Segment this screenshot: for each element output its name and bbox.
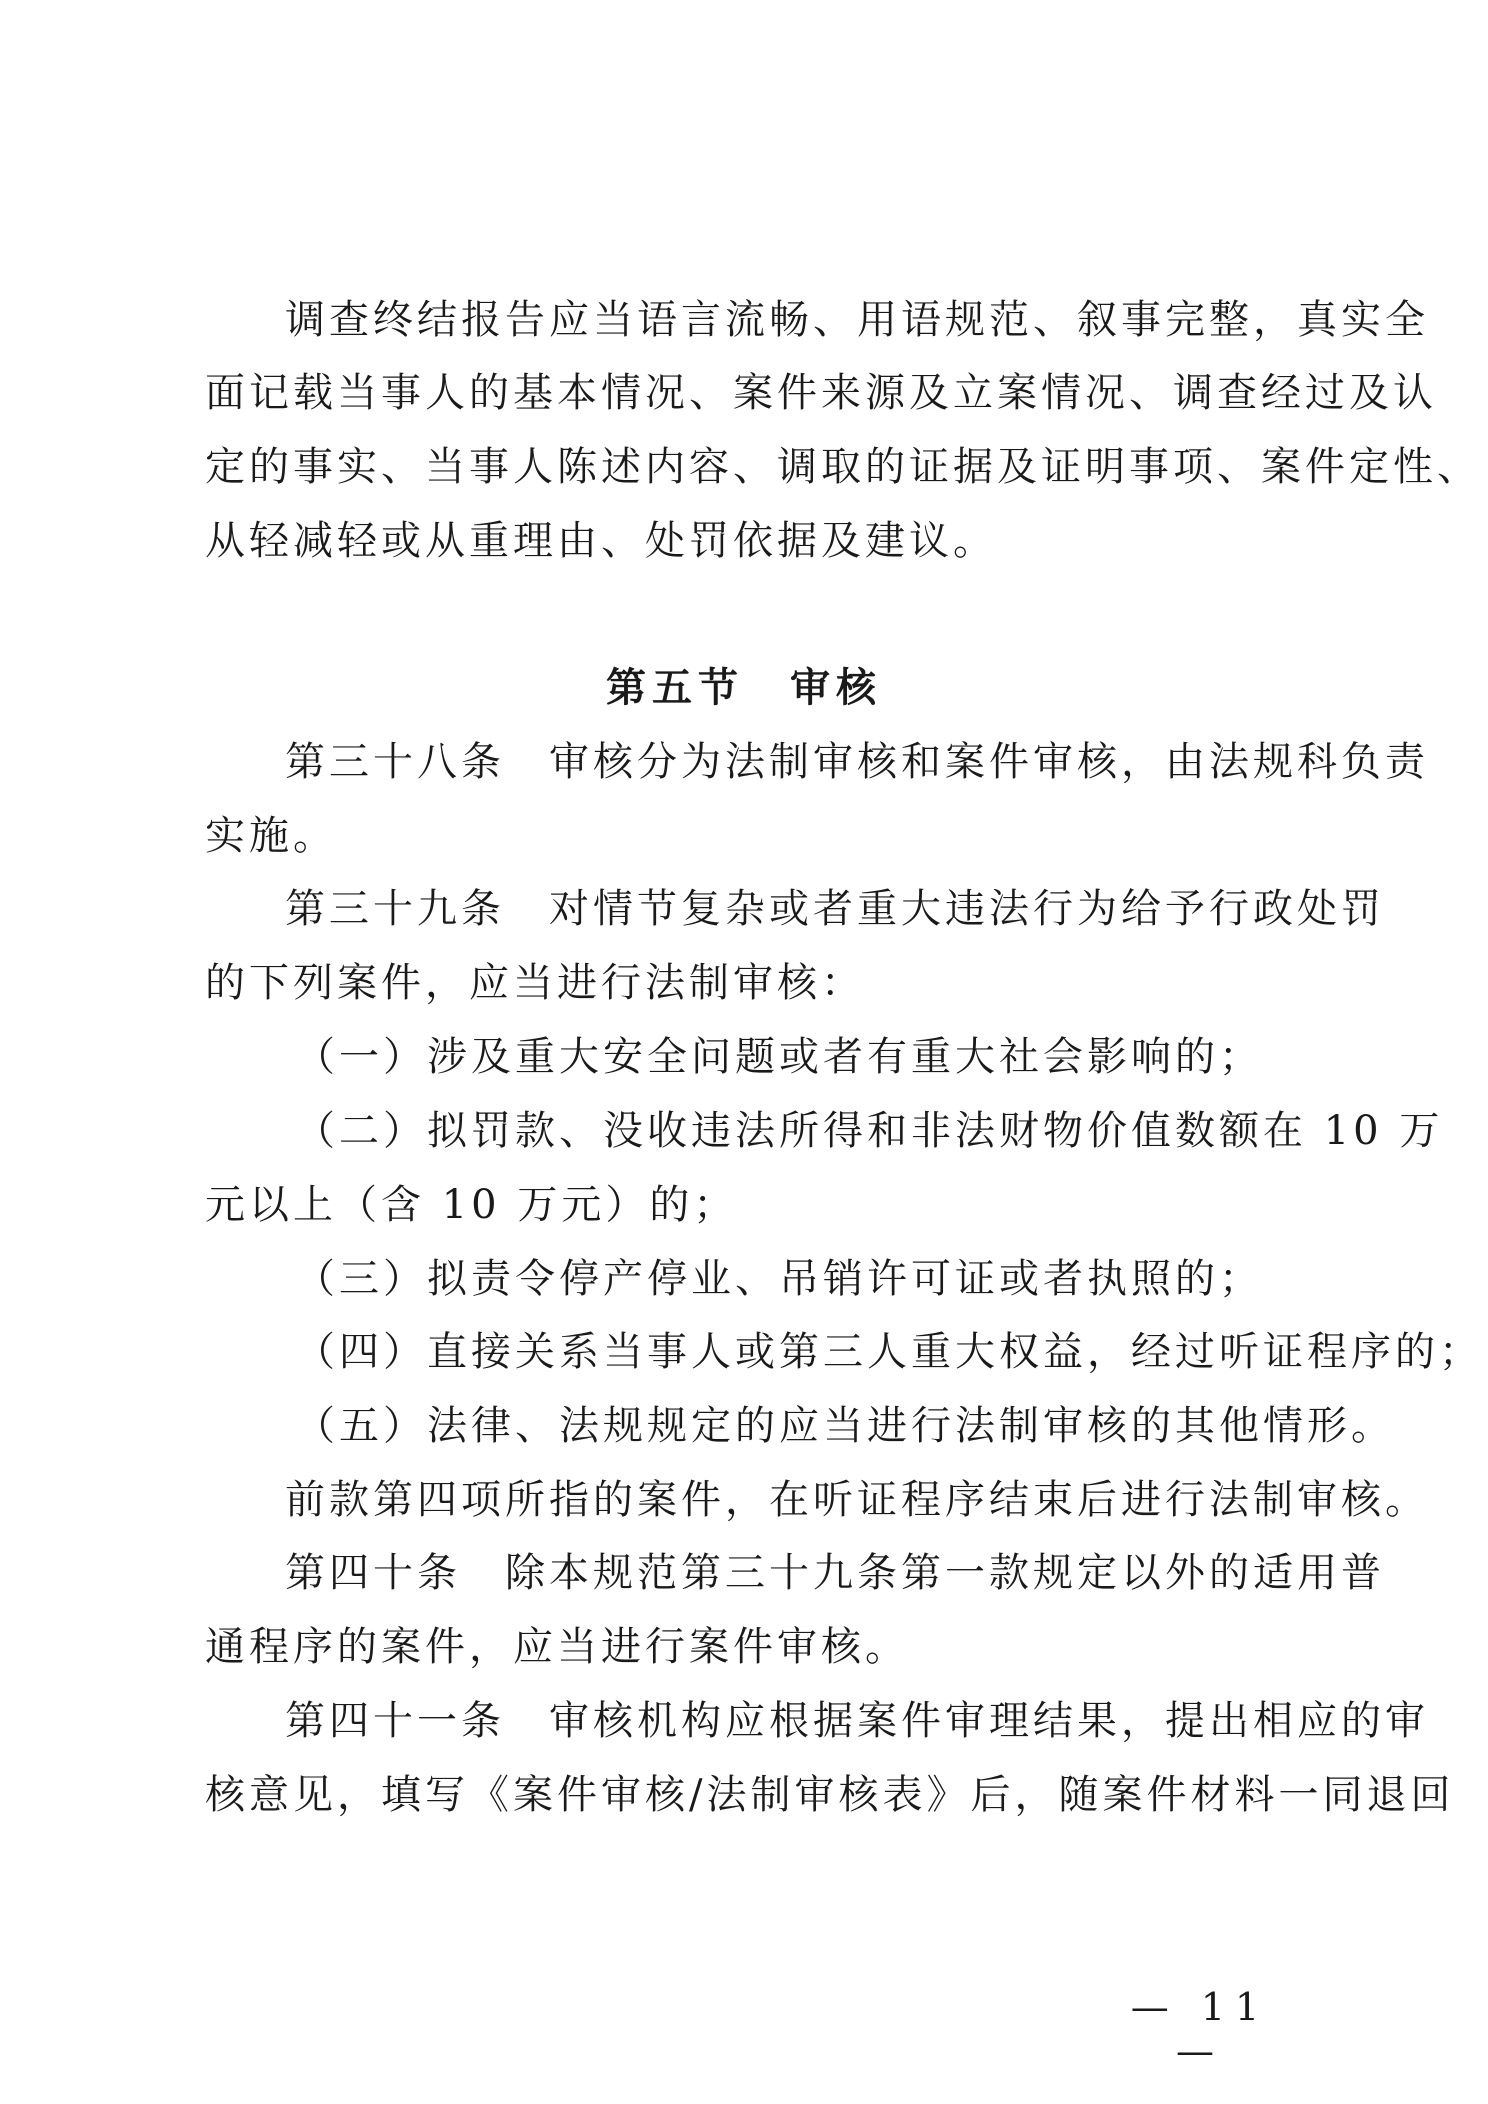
paragraph-1-line-3: 定的事实、当事人陈述内容、调取的证据及证明事项、案件定性、 xyxy=(205,444,1481,490)
article-38-line-2: 实施。 xyxy=(205,813,337,859)
article-39-item-2-line-1: （二）拟罚款、没收违法所得和非法财物价值数额在 10 万 xyxy=(295,1108,1444,1154)
article-39-note: 前款第四项所指的案件，在听证程序结束后进行法制审核。 xyxy=(285,1477,1429,1523)
article-38-line-1: 第三十八条 审核分为法制审核和案件审核，由法规科负责 xyxy=(285,739,1429,785)
article-40-line-1: 第四十条 除本规范第三十九条第一款规定以外的适用普 xyxy=(285,1550,1385,1596)
article-39-item-4: （四）直接关系当事人或第三人重大权益，经过听证程序的； xyxy=(295,1329,1483,1375)
article-39-item-5: （五）法律、法规规定的应当进行法制审核的其他情形。 xyxy=(295,1403,1395,1449)
article-39-line-1: 第三十九条 对情节复杂或者重大违法行为给予行政处罚 xyxy=(285,886,1385,932)
paragraph-1-line-4: 从轻减轻或从重理由、处罚依据及建议。 xyxy=(205,518,997,564)
paragraph-1-line-1: 调查终结报告应当语言流畅、用语规范、叙事完整，真实全 xyxy=(285,297,1429,343)
article-39-item-2-line-2: 元以上（含 10 万元）的； xyxy=(205,1182,738,1228)
article-41-line-2: 核意见，填写《案件审核/法制审核表》后，随案件材料一同退回 xyxy=(205,1772,1455,1818)
article-39-line-2: 的下列案件，应当进行法制审核： xyxy=(205,960,865,1006)
article-41-line-1: 第四十一条 审核机构应根据案件审理结果，提出相应的审 xyxy=(285,1698,1429,1744)
paragraph-1-line-2: 面记载当事人的基本情况、案件来源及立案情况、调查经过及认 xyxy=(205,370,1437,416)
section-heading: 第五节 审核 xyxy=(606,665,882,711)
article-39-item-3: （三）拟责令停产停业、吊销许可证或者执照的； xyxy=(295,1256,1263,1302)
article-39-item-1: （一）涉及重大安全问题或者有重大社会影响的； xyxy=(295,1034,1263,1080)
article-40-line-2: 通程序的案件，应当进行案件审核。 xyxy=(205,1624,909,1670)
page-number: — 11 — xyxy=(1130,1985,1270,2073)
